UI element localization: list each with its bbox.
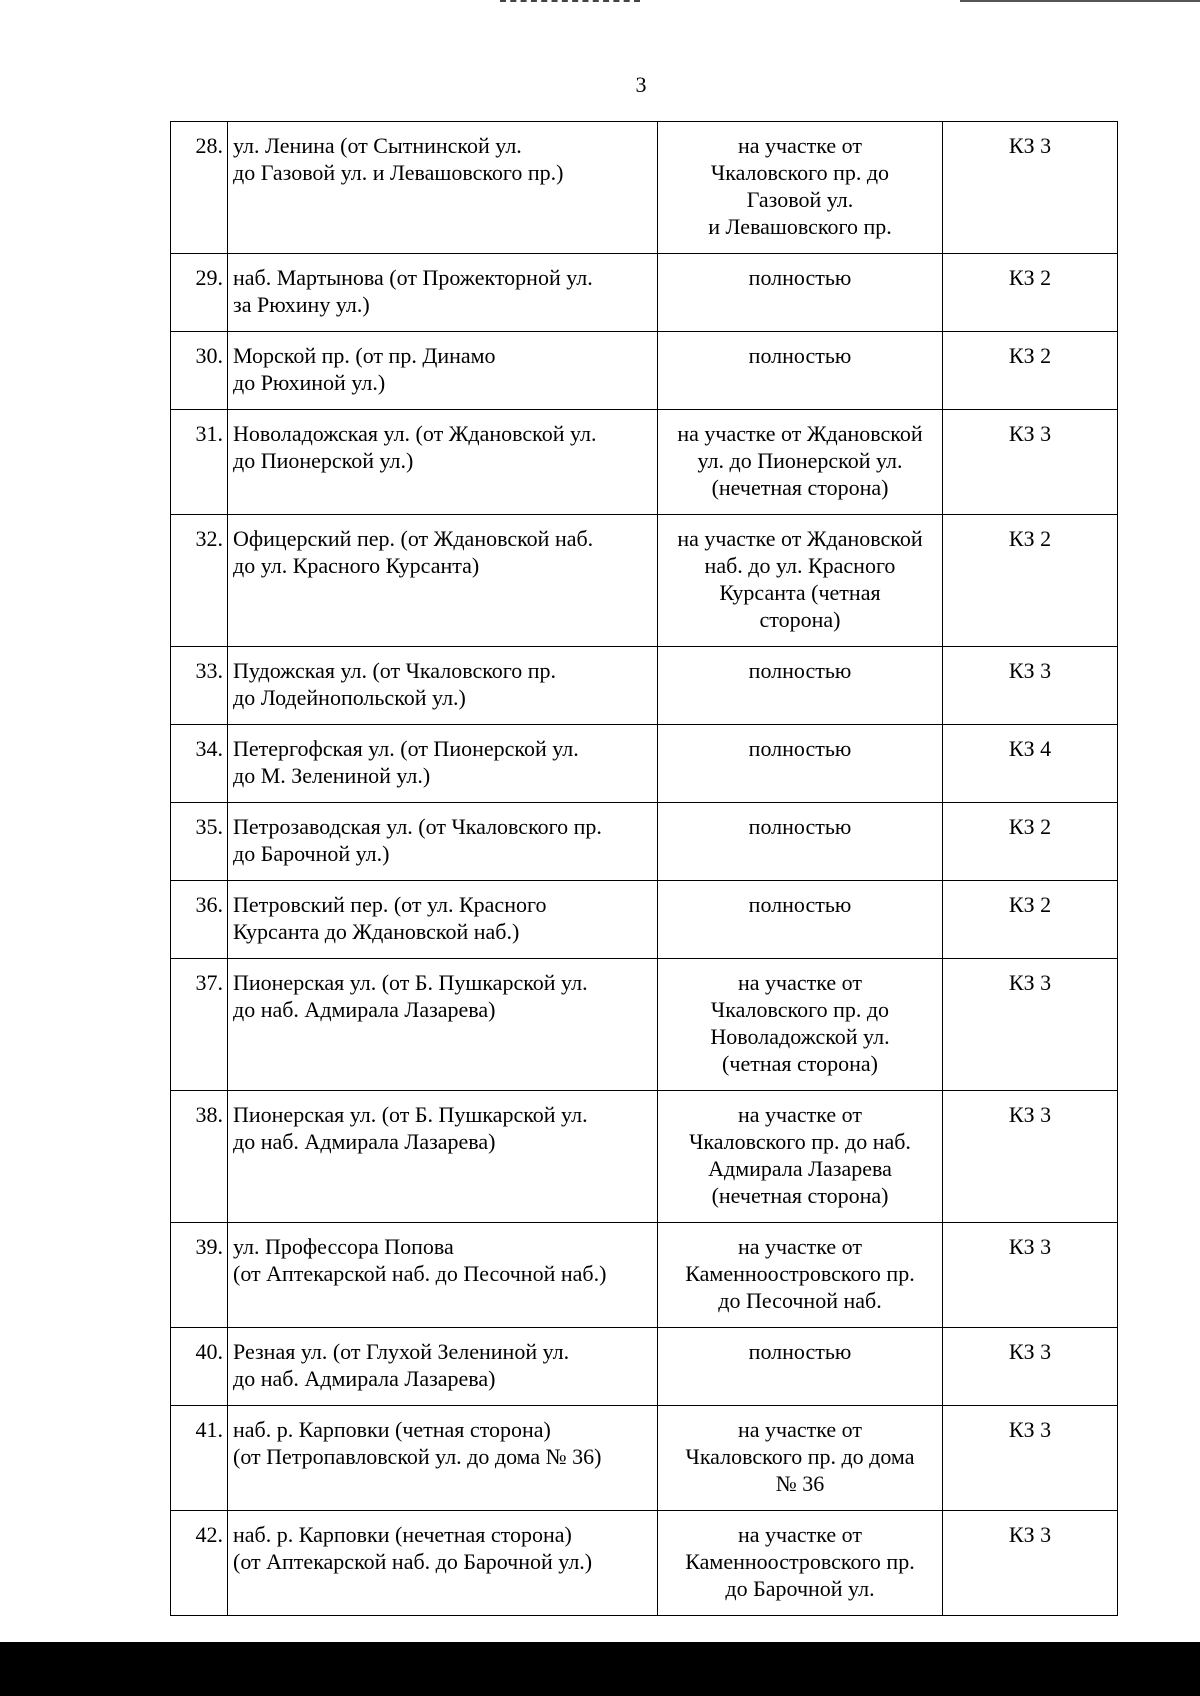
street-name: Морской пр. (от пр. Динамо до Рюхиной ул.) [228, 332, 658, 410]
table-row [171, 647, 1118, 725]
street-section: на участке от Ждановской ул. до Пионерской ул. (нечетная сторона) [658, 410, 943, 515]
category-code: КЗ 2 [943, 515, 1118, 647]
category-code: КЗ 2 [943, 881, 1118, 959]
category-code: КЗ 3 [943, 1511, 1118, 1616]
category-code: КЗ 3 [943, 647, 1118, 725]
category-code: КЗ 3 [943, 1091, 1118, 1223]
row-number: 30. [171, 332, 228, 410]
category-code: КЗ 3 [943, 1406, 1118, 1511]
street-section: на участке от Чкаловского пр. до Газовой ул. и Левашовского пр. [658, 122, 943, 254]
street-name: Пионерская ул. (от Б. Пушкарской ул. до наб. Адмирала Лазарева) [228, 959, 658, 1091]
table-row [171, 1406, 1118, 1511]
row-number: 41. [171, 1406, 228, 1511]
scan-artifact-top-left [500, 0, 640, 6]
street-section: полностью [658, 803, 943, 881]
row-number: 36. [171, 881, 228, 959]
row-number: 31. [171, 410, 228, 515]
street-section: полностью [658, 881, 943, 959]
category-code: КЗ 2 [943, 803, 1118, 881]
scan-artifact-top-right [960, 0, 1200, 5]
category-code: КЗ 3 [943, 959, 1118, 1091]
scan-bottom-bar [0, 1642, 1200, 1696]
street-section: полностью [658, 725, 943, 803]
table-row [171, 725, 1118, 803]
streets-table [170, 121, 1118, 1616]
table-row [171, 881, 1118, 959]
street-name: Новоладожская ул. (от Ждановской ул. до Пионерской ул.) [228, 410, 658, 515]
row-number: 37. [171, 959, 228, 1091]
category-code: КЗ 2 [943, 254, 1118, 332]
table-row [171, 803, 1118, 881]
street-name: Петрозаводская ул. (от Чкаловского пр. до Барочной ул.) [228, 803, 658, 881]
street-name: наб. р. Карповки (нечетная сторона) (от Аптекарской наб. до Барочной ул.) [228, 1511, 658, 1616]
street-section: на участке от Чкаловского пр. до Новоладожской ул. (четная сторона) [658, 959, 943, 1091]
table-row [171, 1328, 1118, 1406]
street-name: ул. Ленина (от Сытнинской ул. до Газовой ул. и Левашовского пр.) [228, 122, 658, 254]
street-section: полностью [658, 647, 943, 725]
street-name: Петровский пер. (от ул. Красного Курсанта до Ждановской наб.) [228, 881, 658, 959]
street-name: наб. р. Карповки (четная сторона) (от Петропавловской ул. до дома № 36) [228, 1406, 658, 1511]
street-section: полностью [658, 254, 943, 332]
street-section: полностью [658, 332, 943, 410]
row-number: 35. [171, 803, 228, 881]
row-number: 40. [171, 1328, 228, 1406]
row-number: 34. [171, 725, 228, 803]
category-code: КЗ 3 [943, 410, 1118, 515]
page-number: 3 [635, 72, 647, 97]
row-number: 39. [171, 1223, 228, 1328]
row-number: 32. [171, 515, 228, 647]
row-number: 28. [171, 122, 228, 254]
row-number: 42. [171, 1511, 228, 1616]
street-section: на участке от Каменноостровского пр. до Барочной ул. [658, 1511, 943, 1616]
street-name: Офицерский пер. (от Ждановской наб. до ул. Красного Курсанта) [228, 515, 658, 647]
row-number: 33. [171, 647, 228, 725]
street-name: Петергофская ул. (от Пионерской ул. до М. Зелениной ул.) [228, 725, 658, 803]
street-name: Пудожская ул. (от Чкаловского пр. до Лодейнопольской ул.) [228, 647, 658, 725]
table-row [171, 332, 1118, 410]
street-name: Пионерская ул. (от Б. Пушкарской ул. до наб. Адмирала Лазарева) [228, 1091, 658, 1223]
row-number: 38. [171, 1091, 228, 1223]
street-section: на участке от Каменноостровского пр. до Песочной наб. [658, 1223, 943, 1328]
table-row [171, 959, 1118, 1091]
street-section: на участке от Ждановской наб. до ул. Красного Курсанта (четная сторона) [658, 515, 943, 647]
street-section: полностью [658, 1328, 943, 1406]
table-row [171, 410, 1118, 515]
street-section: на участке от Чкаловского пр. до дома № 36 [658, 1406, 943, 1511]
category-code: КЗ 3 [943, 1223, 1118, 1328]
table-row [171, 1223, 1118, 1328]
table-row [171, 515, 1118, 647]
street-name: наб. Мартынова (от Прожекторной ул. за Рюхину ул.) [228, 254, 658, 332]
category-code: КЗ 2 [943, 332, 1118, 410]
table-row [171, 122, 1118, 254]
table-row [171, 1511, 1118, 1616]
category-code: КЗ 3 [943, 122, 1118, 254]
street-name: Резная ул. (от Глухой Зелениной ул. до наб. Адмирала Лазарева) [228, 1328, 658, 1406]
row-number: 29. [171, 254, 228, 332]
category-code: КЗ 4 [943, 725, 1118, 803]
table-row [171, 1091, 1118, 1223]
street-name: ул. Профессора Попова (от Аптекарской наб. до Песочной наб.) [228, 1223, 658, 1328]
table-row [171, 254, 1118, 332]
street-section: на участке от Чкаловского пр. до наб. Адмирала Лазарева (нечетная сторона) [658, 1091, 943, 1223]
category-code: КЗ 3 [943, 1328, 1118, 1406]
